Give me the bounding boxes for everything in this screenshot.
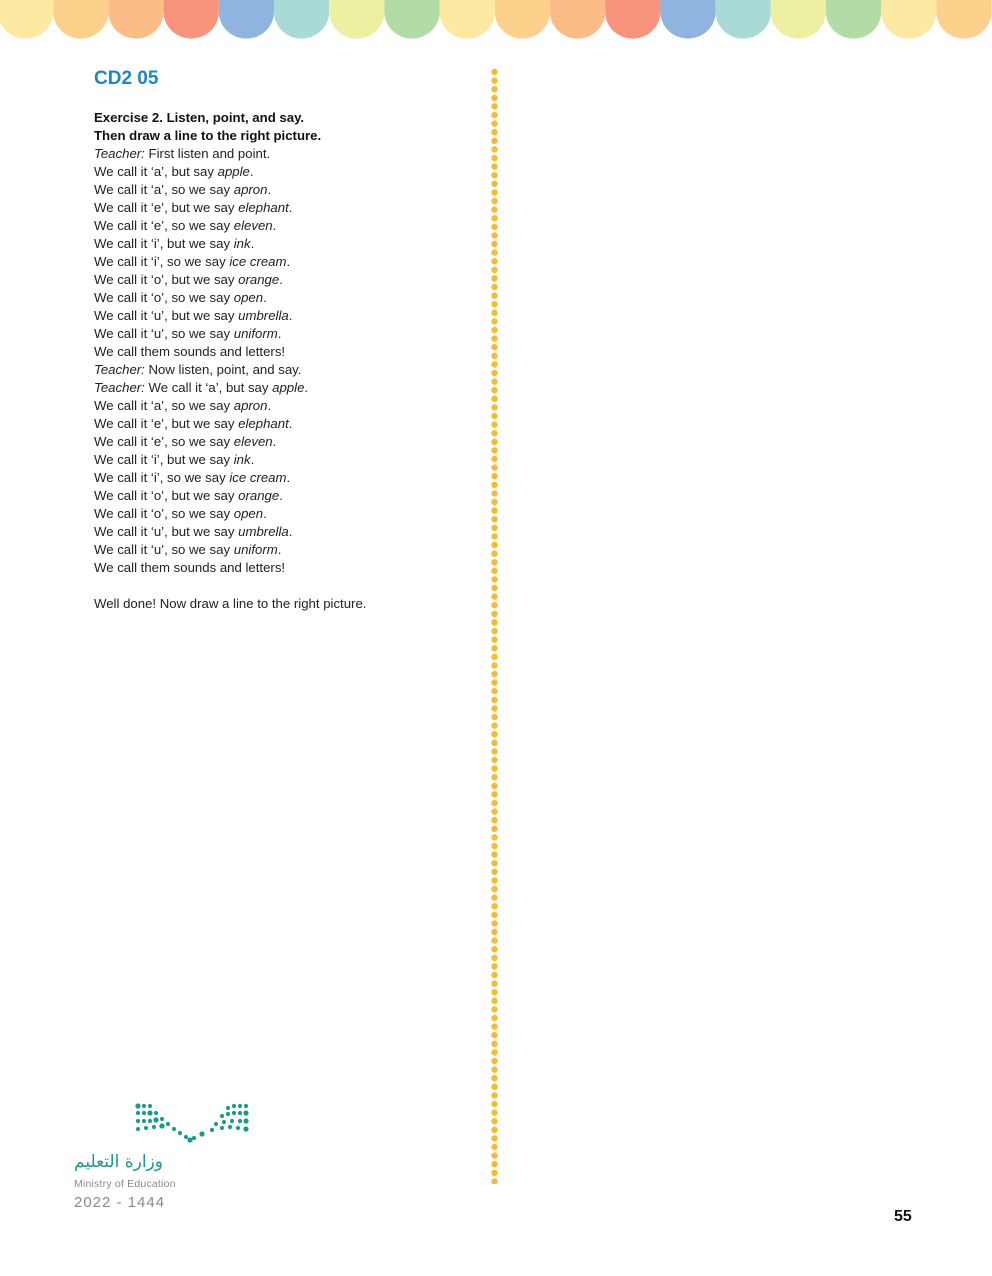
script-line — [94, 217, 474, 235]
divider-dot — [491, 593, 497, 599]
divider-dot — [491, 679, 497, 685]
emblem-dot — [220, 1114, 224, 1118]
line-text: We call it ‘e’, but we say — [94, 200, 239, 215]
emblem-dot — [199, 1131, 204, 1136]
divider-dot — [491, 1144, 497, 1150]
divider-dot — [491, 843, 497, 849]
emblem-dot — [153, 1117, 158, 1122]
emblem-dot — [136, 1119, 140, 1123]
target-word: ink — [233, 236, 251, 251]
target-word: elephant — [238, 200, 289, 215]
divider-dot — [491, 705, 497, 711]
line-text: We call it ‘o’, but we say — [94, 488, 239, 503]
divider-dot — [491, 774, 497, 780]
divider-dot — [491, 155, 497, 161]
divider-dot — [491, 765, 497, 771]
divider-dot — [491, 267, 497, 273]
emblem-dot — [232, 1111, 236, 1115]
moe-emblem-icon — [132, 1100, 252, 1144]
target-word: orange — [238, 272, 280, 287]
divider-dot — [491, 344, 497, 350]
academic-year: 2022 - 1444 — [74, 1194, 166, 1211]
divider-dot — [491, 146, 497, 152]
line-end: . — [250, 452, 255, 467]
divider-dot — [491, 447, 497, 453]
target-word: apple — [217, 164, 250, 179]
scallop — [108, 0, 163, 39]
line-end: . — [286, 254, 291, 269]
divider-dot — [491, 550, 497, 556]
divider-dot — [491, 886, 497, 892]
target-word: uniform — [233, 326, 278, 341]
emblem-dot — [226, 1112, 230, 1116]
target-word: open — [233, 290, 264, 305]
divider-dot — [491, 963, 497, 969]
exercise-heading: Exercise 2. Listen, point, and say. — [94, 110, 305, 125]
divider-dot — [491, 568, 497, 574]
divider-dot — [491, 1032, 497, 1038]
page-number: 55 — [894, 1208, 912, 1225]
divider-dot — [491, 869, 497, 875]
line-text: Now listen, point, and say. — [144, 362, 302, 377]
emblem-dot — [210, 1128, 214, 1132]
divider-dot — [491, 1058, 497, 1064]
divider-dot — [491, 585, 497, 591]
ministry-of-education-logo — [72, 1100, 258, 1220]
divider-dot — [491, 224, 497, 230]
emblem-dot — [214, 1122, 218, 1126]
divider-dot — [491, 138, 497, 144]
target-word: umbrella — [238, 524, 289, 539]
divider-dot — [491, 1127, 497, 1133]
scallop — [0, 0, 53, 39]
line-text: First listen and point. — [144, 146, 271, 161]
script-line — [94, 397, 474, 415]
emblem-dot — [159, 1123, 164, 1128]
line-end: . — [288, 416, 293, 431]
target-word: apple — [272, 380, 305, 395]
emblem-dot — [243, 1118, 248, 1123]
divider-dot — [491, 499, 497, 505]
emblem-dot — [187, 1137, 192, 1142]
line-end: . — [288, 524, 293, 539]
divider-dot — [491, 318, 497, 324]
divider-dot — [491, 1135, 497, 1141]
scallop — [440, 0, 495, 39]
divider-dot — [491, 464, 497, 470]
divider-dot — [491, 77, 497, 83]
divider-dot — [491, 129, 497, 135]
divider-dot — [491, 163, 497, 169]
target-word: open — [233, 506, 264, 521]
divider-dot — [491, 284, 497, 290]
script-line — [94, 289, 474, 307]
scallop — [164, 0, 219, 39]
emblem-dot — [152, 1125, 156, 1129]
divider-dot — [491, 1049, 497, 1055]
divider-dot — [491, 370, 497, 376]
line-text: We call it ‘i’, so we say — [94, 470, 230, 485]
divider-dot — [491, 1152, 497, 1158]
script-line — [94, 541, 474, 559]
line-text: We call it ‘o’, so we say — [94, 290, 234, 305]
divider-dot — [491, 628, 497, 634]
divider-dot — [491, 404, 497, 410]
divider-dot — [491, 1178, 497, 1184]
divider-dot — [491, 198, 497, 204]
divider-dot — [491, 69, 497, 75]
line-text: We call it ‘u’, but we say — [94, 308, 239, 323]
divider-dot — [491, 834, 497, 840]
divider-dot — [491, 120, 497, 126]
divider-dot — [491, 740, 497, 746]
scallop — [329, 0, 384, 39]
line-end: . — [272, 218, 277, 233]
exercise-subheading: Then draw a line to the right picture. — [94, 128, 322, 143]
divider-dot — [491, 645, 497, 651]
scallop — [771, 0, 826, 39]
script-line — [94, 181, 474, 199]
divider-dot — [491, 800, 497, 806]
divider-dot — [491, 249, 497, 255]
script-line — [94, 487, 474, 505]
emblem-dot — [160, 1117, 164, 1121]
divider-dot — [491, 972, 497, 978]
closing-line: Well done! Now draw a line to the right picture. — [94, 596, 367, 611]
emblem-dot — [147, 1110, 152, 1115]
script-line — [94, 343, 474, 361]
script-line — [94, 163, 474, 181]
divider-dot — [491, 1066, 497, 1072]
divider-dot — [491, 955, 497, 961]
divider-dot — [491, 215, 497, 221]
line-end: . — [250, 236, 255, 251]
emblem-dot — [238, 1111, 242, 1115]
divider-dot — [491, 1041, 497, 1047]
scallop — [550, 0, 605, 39]
divider-dot — [491, 112, 497, 118]
divider-dot — [491, 378, 497, 384]
divider-dot — [491, 172, 497, 178]
emblem-dot — [184, 1135, 188, 1139]
line-end: . — [304, 380, 309, 395]
target-word: eleven — [233, 434, 273, 449]
line-text: We call it ‘o’, so we say — [94, 506, 234, 521]
divider-dot — [491, 301, 497, 307]
scallop — [826, 0, 881, 39]
divider-dot — [491, 1015, 497, 1021]
line-end: . — [277, 542, 282, 557]
emblem-dot — [243, 1110, 248, 1115]
line-end: . — [279, 488, 283, 503]
divider-dot — [491, 611, 497, 617]
line-text: We call it ‘o’, but we say — [94, 272, 239, 287]
line-text: We call it ‘u’, so we say — [94, 542, 234, 557]
audio-track-label: CD2 05 — [94, 68, 159, 89]
line-text: We call it ‘u’, so we say — [94, 326, 234, 341]
line-text: We call it ‘e’, so we say — [94, 218, 234, 233]
emblem-dot — [136, 1127, 140, 1131]
emblem-dot — [222, 1120, 226, 1124]
line-end: . — [267, 398, 272, 413]
emblem-dot — [144, 1126, 148, 1130]
emblem-dot — [136, 1111, 140, 1115]
divider-dot — [491, 576, 497, 582]
divider-dot — [491, 912, 497, 918]
speaker-label: Teacher: — [94, 362, 145, 377]
divider-dot — [491, 241, 497, 247]
divider-dot — [491, 456, 497, 462]
line-text: We call them sounds and letters! — [94, 560, 286, 575]
divider-dot — [491, 877, 497, 883]
divider-dot — [491, 731, 497, 737]
emblem-dot — [228, 1125, 232, 1129]
divider-dot — [491, 559, 497, 565]
speaker-label: Teacher: — [94, 380, 145, 395]
spacer — [94, 577, 474, 595]
script-line — [94, 199, 474, 217]
emblem-dot — [148, 1119, 152, 1123]
divider-dot — [491, 542, 497, 548]
script-line — [94, 325, 474, 343]
scallop — [495, 0, 550, 39]
divider-dot — [491, 327, 497, 333]
divider-dot — [491, 396, 497, 402]
divider-dot — [491, 1170, 497, 1176]
divider-dot — [491, 1109, 497, 1115]
ministry-english-name: Ministry of Education — [74, 1178, 176, 1190]
divider-dot — [491, 387, 497, 393]
script-line — [94, 433, 474, 451]
divider-dot — [491, 258, 497, 264]
emblem-dot — [238, 1104, 242, 1108]
divider-dot — [491, 1161, 497, 1167]
divider-dot — [491, 103, 497, 109]
divider-dot — [491, 980, 497, 986]
line-end: . — [263, 290, 267, 305]
script-line — [94, 505, 474, 523]
divider-dot — [491, 525, 497, 531]
divider-dot — [491, 791, 497, 797]
script-line — [94, 379, 474, 397]
emblem-dot — [142, 1119, 146, 1123]
divider-dot — [491, 1023, 497, 1029]
speaker-label: Teacher: — [94, 146, 145, 161]
script-lines — [94, 145, 474, 577]
scallop — [716, 0, 771, 39]
target-word: elephant — [238, 416, 289, 431]
divider-dot — [491, 783, 497, 789]
target-word: uniform — [233, 542, 278, 557]
divider-dot — [491, 860, 497, 866]
line-end: . — [277, 326, 282, 341]
emblem-dot — [238, 1119, 242, 1123]
line-text: We call it ‘i’, so we say — [94, 254, 230, 269]
emblem-dot — [232, 1104, 236, 1108]
exercise-script — [94, 109, 474, 613]
divider-dot — [491, 714, 497, 720]
divider-dot — [491, 602, 497, 608]
divider-dot — [491, 335, 497, 341]
script-line — [94, 415, 474, 433]
divider-dot — [491, 894, 497, 900]
divider-dot — [491, 275, 497, 281]
divider-dot — [491, 671, 497, 677]
emblem-dot — [192, 1136, 196, 1140]
divider-dot — [491, 851, 497, 857]
line-text: We call it ‘e’, but we say — [94, 416, 239, 431]
line-end: . — [263, 506, 267, 521]
divider-dot — [491, 808, 497, 814]
divider-dot — [491, 757, 497, 763]
divider-dot — [491, 998, 497, 1004]
scallop — [881, 0, 936, 39]
divider-dot — [491, 95, 497, 101]
divider-dot — [491, 817, 497, 823]
line-end: . — [286, 470, 291, 485]
emblem-dot — [148, 1104, 152, 1108]
emblem-dot — [142, 1104, 146, 1108]
emblem-dot — [178, 1131, 182, 1135]
scallop — [219, 0, 274, 39]
divider-dot — [491, 1075, 497, 1081]
line-end: . — [272, 434, 277, 449]
scallop — [660, 0, 715, 39]
scalloped-header-border — [0, 0, 992, 40]
divider-dot — [491, 507, 497, 513]
divider-dot — [491, 533, 497, 539]
line-text: We call it ‘e’, so we say — [94, 434, 234, 449]
divider-dot — [491, 413, 497, 419]
emblem-dot — [236, 1126, 240, 1130]
line-text: We call it ‘a’, so we say — [94, 182, 234, 197]
target-word: umbrella — [238, 308, 289, 323]
divider-dot — [491, 1092, 497, 1098]
script-line — [94, 253, 474, 271]
divider-dot — [491, 1084, 497, 1090]
divider-dot — [491, 473, 497, 479]
divider-dot — [491, 920, 497, 926]
emblem-dot — [172, 1127, 176, 1131]
divider-dot — [491, 903, 497, 909]
divider-dot — [491, 654, 497, 660]
divider-dot — [491, 206, 497, 212]
script-line — [94, 145, 474, 163]
script-line — [94, 271, 474, 289]
divider-dot — [491, 439, 497, 445]
scallop — [274, 0, 329, 39]
line-text: We call it ‘i’, but we say — [94, 236, 234, 251]
divider-dot — [491, 662, 497, 668]
divider-dot — [491, 482, 497, 488]
divider-dot — [491, 937, 497, 943]
divider-dot — [491, 946, 497, 952]
target-word: apron — [233, 398, 268, 413]
script-line — [94, 235, 474, 253]
script-line — [94, 451, 474, 469]
emblem-dot — [230, 1119, 234, 1123]
divider-dot — [491, 989, 497, 995]
script-line — [94, 361, 474, 379]
line-text: We call them sounds and letters! — [94, 344, 286, 359]
target-word: orange — [238, 488, 280, 503]
divider-dot — [491, 1006, 497, 1012]
emblem-dot — [226, 1106, 230, 1110]
target-word: eleven — [233, 218, 273, 233]
script-line — [94, 469, 474, 487]
divider-dot — [491, 929, 497, 935]
divider-dot — [491, 722, 497, 728]
divider-dot — [491, 361, 497, 367]
scallop — [605, 0, 660, 39]
scallop — [53, 0, 108, 39]
divider-dot — [491, 516, 497, 522]
divider-dot — [491, 1118, 497, 1124]
divider-dot — [491, 430, 497, 436]
scallop — [384, 0, 439, 39]
divider-dot — [491, 619, 497, 625]
divider-dot — [491, 1101, 497, 1107]
divider-dot — [491, 353, 497, 359]
divider-dot — [491, 748, 497, 754]
divider-dot — [491, 636, 497, 642]
target-word: apron — [233, 182, 268, 197]
script-line — [94, 559, 474, 577]
scallop — [936, 0, 991, 39]
emblem-dot — [142, 1111, 146, 1115]
divider-dot — [491, 697, 497, 703]
line-text: We call it ‘u’, but we say — [94, 524, 239, 539]
line-end: . — [288, 200, 293, 215]
ministry-arabic-name: وزارة التعليم — [74, 1152, 163, 1172]
line-end: . — [249, 164, 254, 179]
dotted-column-divider — [490, 68, 500, 1184]
script-line — [94, 307, 474, 325]
line-text: We call it ‘a’, but say — [94, 164, 218, 179]
divider-dot — [491, 421, 497, 427]
divider-dot — [491, 189, 497, 195]
target-word: ice cream — [229, 470, 287, 485]
divider-dot — [491, 826, 497, 832]
emblem-dot — [243, 1126, 248, 1131]
emblem-dot — [220, 1126, 224, 1130]
line-text: We call it ‘a’, but say — [144, 380, 273, 395]
divider-dot — [491, 232, 497, 238]
divider-dot — [491, 86, 497, 92]
line-end: . — [279, 272, 283, 287]
target-word: ice cream — [229, 254, 287, 269]
line-end: . — [267, 182, 272, 197]
divider-dot — [491, 310, 497, 316]
line-text: We call it ‘a’, so we say — [94, 398, 234, 413]
emblem-dot — [154, 1111, 158, 1115]
script-line — [94, 523, 474, 541]
line-text: We call it ‘i’, but we say — [94, 452, 234, 467]
emblem-dot — [166, 1122, 170, 1126]
divider-dot — [491, 181, 497, 187]
divider-dot — [491, 292, 497, 298]
emblem-dot — [135, 1103, 140, 1108]
emblem-dot — [244, 1104, 248, 1108]
divider-dot — [491, 688, 497, 694]
divider-dot — [491, 490, 497, 496]
target-word: ink — [233, 452, 251, 467]
line-end: . — [288, 308, 293, 323]
